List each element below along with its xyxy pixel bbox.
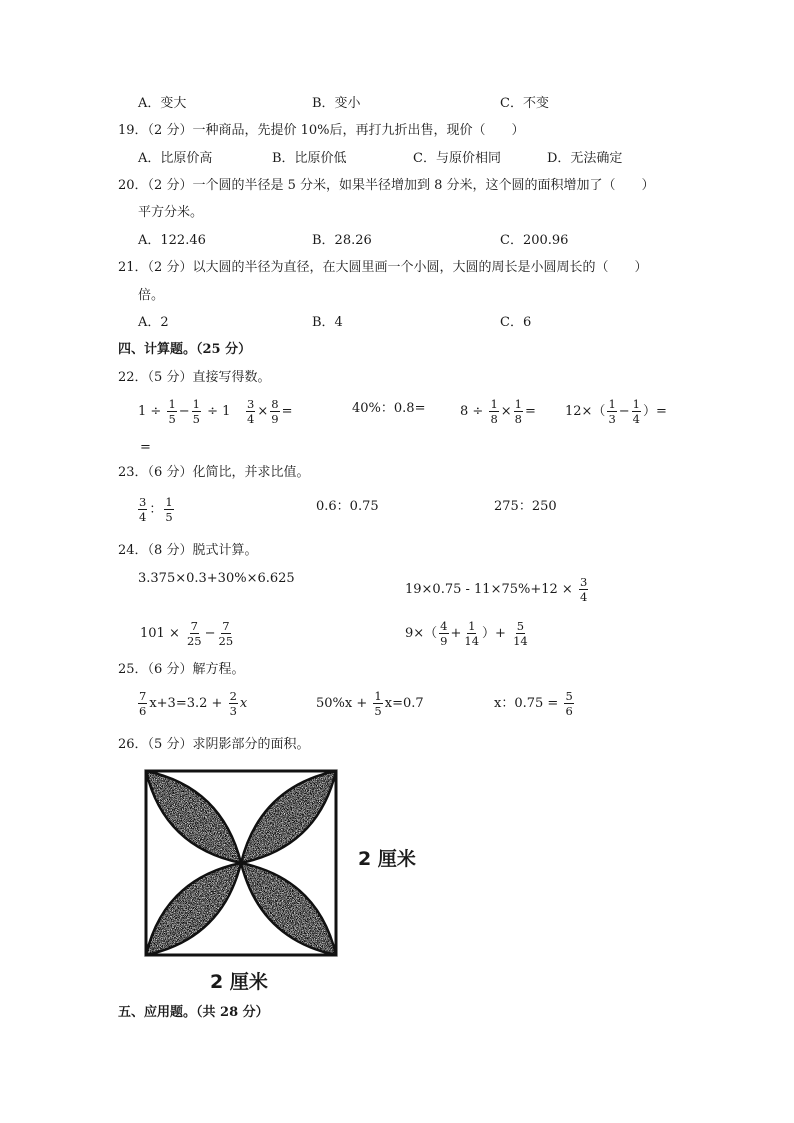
q21-stem-cont: 倍。 — [138, 288, 165, 303]
q20-option-c: C．200.96 — [500, 233, 569, 248]
q19-option-c: C．与原价相同 — [413, 151, 501, 166]
q25-e2-den: 5 — [374, 704, 382, 719]
q24-e2-num: 3 — [579, 575, 588, 589]
q22-e1-suffix: ÷ 1 — [207, 404, 231, 420]
q22-stem: 22．（5 分）直接写得数。 — [118, 370, 271, 385]
shaded-petal-figure — [140, 765, 345, 963]
q25-stem: 25．（6 分）解方程。 — [118, 662, 245, 677]
q23-expr-2: 0.6：0.75 — [316, 499, 379, 514]
q23-expr-1 — [136, 496, 176, 523]
q22-e4-den2: 8 — [514, 412, 522, 427]
q24-e4-prefix: 9×（ — [405, 626, 438, 642]
q24-e4-op: + — [450, 626, 462, 642]
q20-option-a: A．122.46 — [138, 233, 206, 248]
q24-e4-num1: 4 — [440, 619, 448, 633]
q22-expr-1-eq: = — [140, 440, 151, 455]
petal-top-left — [146, 771, 241, 863]
q22-e4-eq: = — [525, 404, 536, 420]
section-heading-calculation: 四、计算题。（25 分） — [118, 342, 252, 357]
q21-option-b: B．4 — [312, 315, 343, 330]
q24-e3-den2: 25 — [218, 634, 234, 649]
q24-e4-num3: 5 — [516, 619, 525, 633]
q20-stem-cont: 平方分米。 — [138, 205, 204, 220]
q22-e4-num1: 1 — [490, 397, 498, 411]
q22-expr-1 — [138, 398, 230, 425]
q25-e1-mid: x+3=3.2 + — [149, 696, 223, 712]
q22-e5-suffix: ）= — [643, 404, 667, 420]
q22-expr-5 — [565, 398, 667, 425]
q25-expr-1 — [136, 690, 247, 717]
q25-e3-prefix: x：0.75 = — [494, 696, 559, 712]
petal-bottom-left — [146, 863, 241, 955]
q24-e3-op: − — [204, 626, 216, 642]
q22-e4-num2: 1 — [514, 397, 522, 411]
q24-e4-den2: 14 — [464, 634, 480, 649]
q25-e3-den: 6 — [565, 704, 573, 719]
q22-e1-num2: 1 — [192, 397, 200, 411]
petal-bottom-right — [241, 863, 336, 955]
q22-e2-eq: = — [281, 404, 293, 420]
q24-expr-3 — [140, 620, 236, 647]
q22-e1-num1: 1 — [168, 397, 176, 411]
q22-e2-num2: 8 — [271, 397, 279, 411]
q18-option-a: A．变大 — [138, 96, 187, 111]
q24-e3-prefix: 101 × — [140, 626, 180, 642]
q21-option-a: A．2 — [138, 315, 169, 330]
q20-stem: 20．（2 分）一个圆的半径是 5 分米，如果半径增加到 8 分米，这个圆的面积增加了（ ） — [118, 178, 655, 193]
q25-e2-suffix: x=0.7 — [384, 696, 424, 712]
q22-e5-prefix: 12×（ — [565, 404, 606, 420]
q22-e4-den1: 8 — [490, 412, 498, 427]
q22-e4-prefix: 8 ÷ — [460, 404, 484, 420]
q22-e5-op: − — [618, 404, 630, 420]
q23-e1-colon: ： — [149, 502, 163, 518]
q21-option-c: C．6 — [500, 315, 532, 330]
petal-top-right — [241, 771, 336, 863]
q23-expr-3: 275：250 — [494, 499, 557, 514]
q25-expr-2 — [316, 690, 424, 717]
q19-stem: 19．（2 分）一种商品，先提价 10%后，再打九折出售，现价（ ） — [118, 123, 525, 138]
q19-option-a: A．比原价高 — [138, 151, 213, 166]
q22-e2-den2: 9 — [271, 412, 279, 427]
q25-e2-prefix: 50%x + — [316, 696, 368, 712]
q24-e2-prefix: 19×0.75 - 11×75%+12 × — [405, 582, 573, 598]
section-heading-application: 五、应用题。（共 28 分） — [118, 1005, 269, 1020]
q22-e5-num1: 1 — [608, 397, 616, 411]
q22-e2-op: × — [257, 404, 269, 420]
q24-stem: 24．（8 分）脱式计算。 — [118, 543, 258, 558]
figure-side-label: 2 厘米 — [358, 848, 416, 870]
q25-e1-den2: 3 — [229, 704, 237, 719]
q24-e4-mid: ）+ — [482, 626, 506, 642]
q26-stem: 26．（5 分）求阴影部分的面积。 — [118, 737, 310, 752]
q23-stem: 23．（6 分）化简比，并求比值。 — [118, 465, 310, 480]
q24-e4-den1: 9 — [440, 634, 448, 649]
q22-e5-num2: 1 — [632, 397, 640, 411]
q24-e2-den: 4 — [579, 590, 588, 605]
q21-stem: 21．（2 分）以大圆的半径为直径，在大圆里画一个小圆，大圆的周长是小圆周长的（ ） — [118, 260, 648, 275]
q23-e1-num1: 3 — [139, 495, 147, 509]
q22-e5-den1: 3 — [608, 412, 616, 427]
q22-expr-3: 40%：0.8= — [352, 401, 426, 416]
figure-bottom-label: 2 厘米 — [210, 971, 268, 993]
q18-option-b: B．变小 — [312, 96, 361, 111]
q24-e4-den3: 14 — [513, 634, 528, 649]
q23-e1-den2: 5 — [165, 510, 173, 525]
q24-expr-4 — [405, 620, 531, 647]
q22-e2-num1: 3 — [247, 397, 255, 411]
q22-e2-den1: 4 — [247, 412, 255, 427]
q23-e1-den1: 4 — [139, 510, 147, 525]
q22-e1-prefix: 1 ÷ — [138, 404, 162, 420]
q18-option-c: C．不变 — [500, 96, 549, 111]
q19-option-d: D．无法确定 — [547, 151, 623, 166]
q25-e3-num: 5 — [565, 689, 573, 703]
q19-option-b: B．比原价低 — [272, 151, 347, 166]
q22-expr-4 — [460, 398, 536, 425]
q20-option-b: B．28.26 — [312, 233, 372, 248]
q22-expr-2 — [244, 398, 292, 425]
q25-e1-den1: 6 — [139, 704, 147, 719]
q25-e1-num1: 7 — [139, 689, 147, 703]
q23-e1-num2: 1 — [165, 495, 173, 509]
q22-e1-op: − — [178, 404, 190, 420]
q22-e5-den2: 4 — [632, 412, 640, 427]
q22-e4-op: × — [500, 404, 512, 420]
q24-expr-1: 3.375×0.3+30%×6.625 — [138, 571, 295, 586]
q22-e1-den1: 5 — [168, 412, 176, 427]
q24-e3-num1: 7 — [190, 619, 198, 633]
q24-expr-2 — [405, 576, 590, 603]
q22-e1-den2: 5 — [192, 412, 200, 427]
q25-e1-num2: 2 — [229, 689, 237, 703]
q25-e1-x: x — [239, 696, 248, 712]
q24-e3-num2: 7 — [222, 619, 230, 633]
q25-e2-num: 1 — [374, 689, 382, 703]
q24-e4-num2: 1 — [468, 619, 476, 633]
q24-e3-den1: 25 — [186, 634, 202, 649]
q25-expr-3 — [494, 690, 576, 717]
